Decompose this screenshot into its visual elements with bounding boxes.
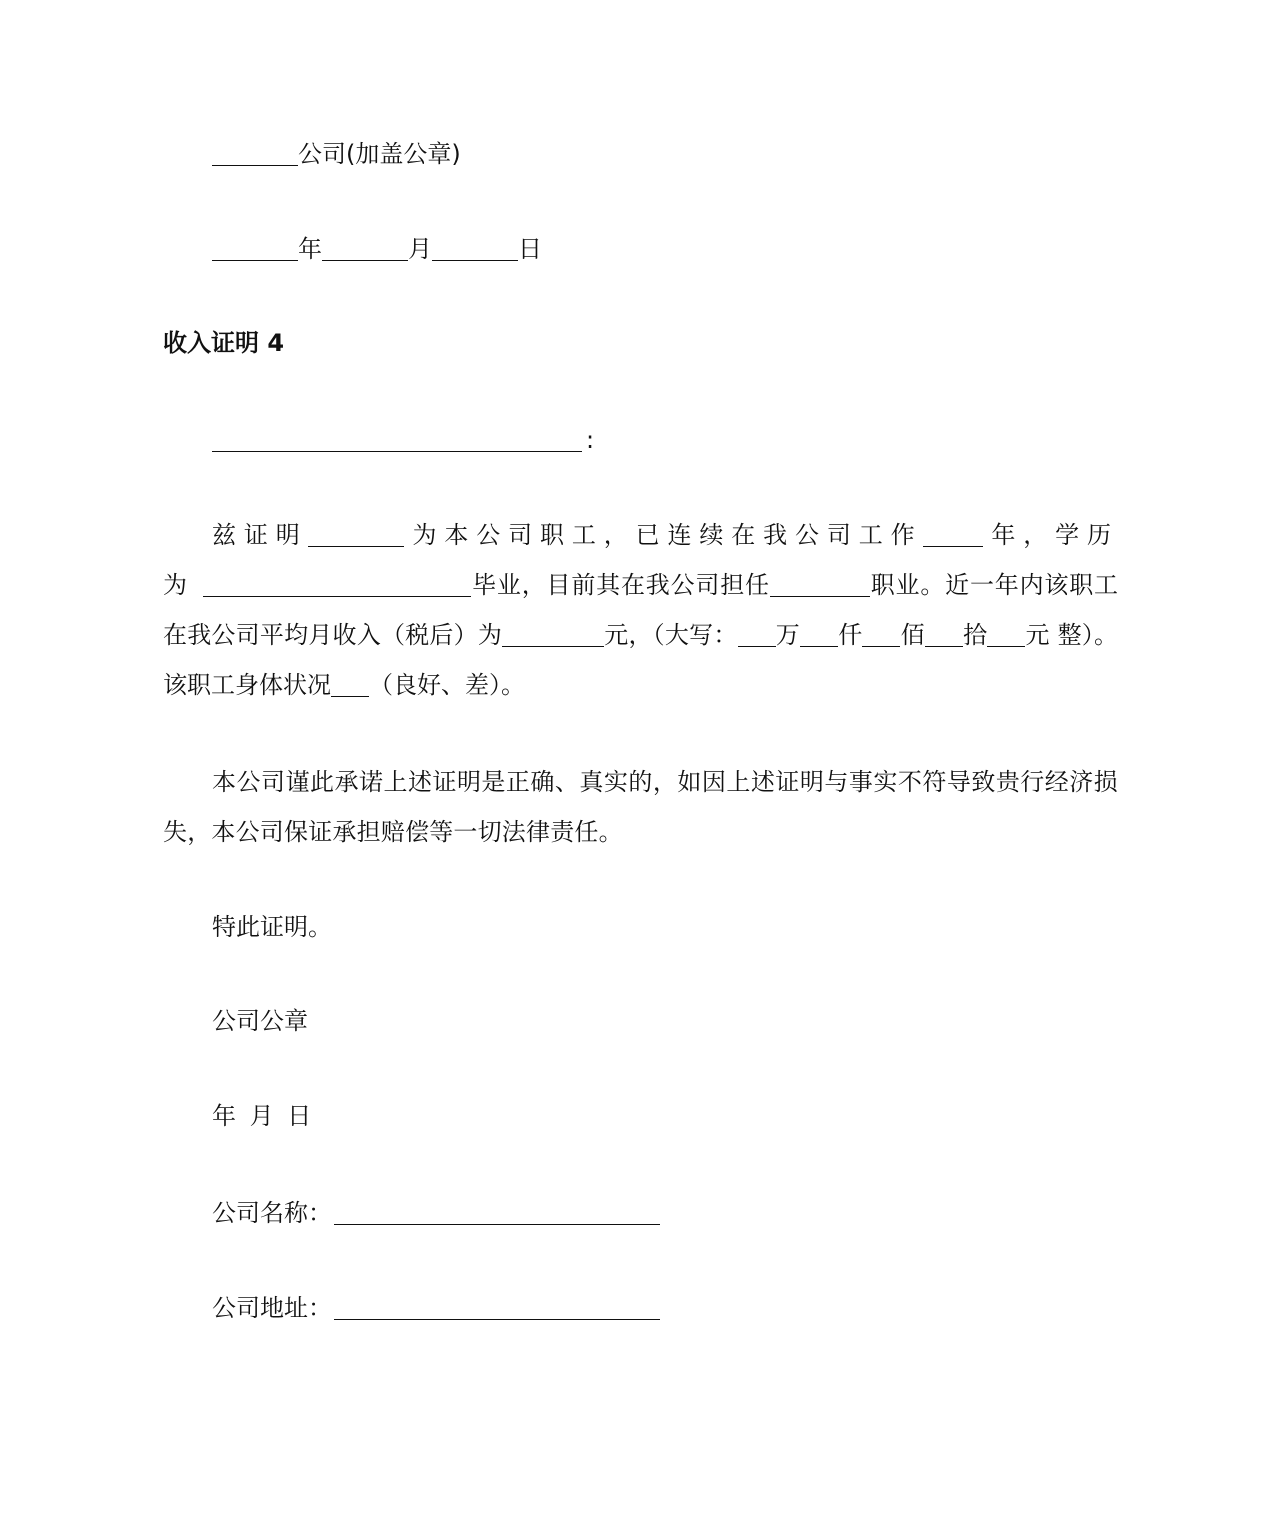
shi-unit: 拾 bbox=[962, 621, 988, 649]
yuan-blank bbox=[987, 620, 1025, 647]
month-blank bbox=[322, 234, 408, 261]
addressee-blank bbox=[212, 425, 582, 452]
company-name-line bbox=[212, 1196, 660, 1230]
education-blank bbox=[203, 570, 471, 597]
income-paragraph bbox=[163, 510, 1118, 710]
day-blank bbox=[432, 234, 518, 261]
years-blank bbox=[923, 520, 983, 547]
addressee-colon: : bbox=[586, 426, 595, 454]
promise-paragraph bbox=[163, 757, 1118, 857]
company-name-label: 公司名称： bbox=[212, 1199, 332, 1227]
seal-text: 公司公章 bbox=[212, 1007, 308, 1035]
section-title: 收入证明 4 bbox=[163, 329, 285, 357]
para-main-s6: 元，（大写： bbox=[604, 621, 738, 649]
company-seal-label: 公司(加盖公章) bbox=[298, 140, 461, 168]
para-main-s3: 年，学历为 bbox=[163, 521, 1118, 599]
year-blank bbox=[212, 234, 298, 261]
bai-unit: 佰 bbox=[900, 621, 925, 649]
income-blank bbox=[502, 620, 604, 647]
position-blank bbox=[770, 570, 870, 597]
wan-unit: 万 bbox=[775, 621, 800, 649]
month-label: 月 bbox=[408, 235, 432, 263]
para-main-s5: 职业。近一年内该职工在我公司平均月收入（税后）为 bbox=[163, 571, 1119, 649]
para-main-s1: 兹证明 bbox=[212, 521, 308, 549]
company-seal-line bbox=[212, 137, 461, 171]
year-label: 年 bbox=[298, 235, 322, 263]
shi-blank bbox=[925, 620, 963, 647]
bai-blank bbox=[862, 620, 900, 647]
para-main-s4: 毕业，目前其在我公司担任 bbox=[471, 571, 770, 599]
employee-name-blank bbox=[308, 520, 404, 547]
para-main-s2: 为本公司职工，已连续在我公司工作 bbox=[411, 521, 923, 549]
qian-unit: 仟 bbox=[837, 621, 863, 649]
company-address-line bbox=[212, 1291, 660, 1325]
yuan-unit: 元 bbox=[1025, 621, 1050, 649]
company-name-field-blank bbox=[334, 1198, 660, 1225]
company-address-label: 公司地址： bbox=[212, 1294, 332, 1322]
addressee-line bbox=[212, 423, 594, 457]
para-main-s7: 整）。该职工身体状况 bbox=[163, 621, 1119, 699]
company-address-field-blank bbox=[334, 1293, 660, 1320]
day-label: 日 bbox=[518, 235, 542, 263]
certify-text: 特此证明。 bbox=[212, 913, 332, 941]
promise-text: 本公司谨此承诺上述证明是正确、真实的，如因上述证明与事实不符导致贵行经济损失，本公司保证承担赔偿等一切法律责任。 bbox=[163, 768, 1118, 846]
health-blank bbox=[331, 670, 369, 697]
wan-blank bbox=[738, 620, 776, 647]
date-line-1 bbox=[212, 232, 542, 266]
company-name-blank bbox=[212, 139, 298, 166]
qian-blank bbox=[800, 620, 838, 647]
para-main-s8: （良好、差）。 bbox=[369, 671, 525, 699]
date-line-2: 年 月 日 bbox=[212, 1102, 312, 1130]
